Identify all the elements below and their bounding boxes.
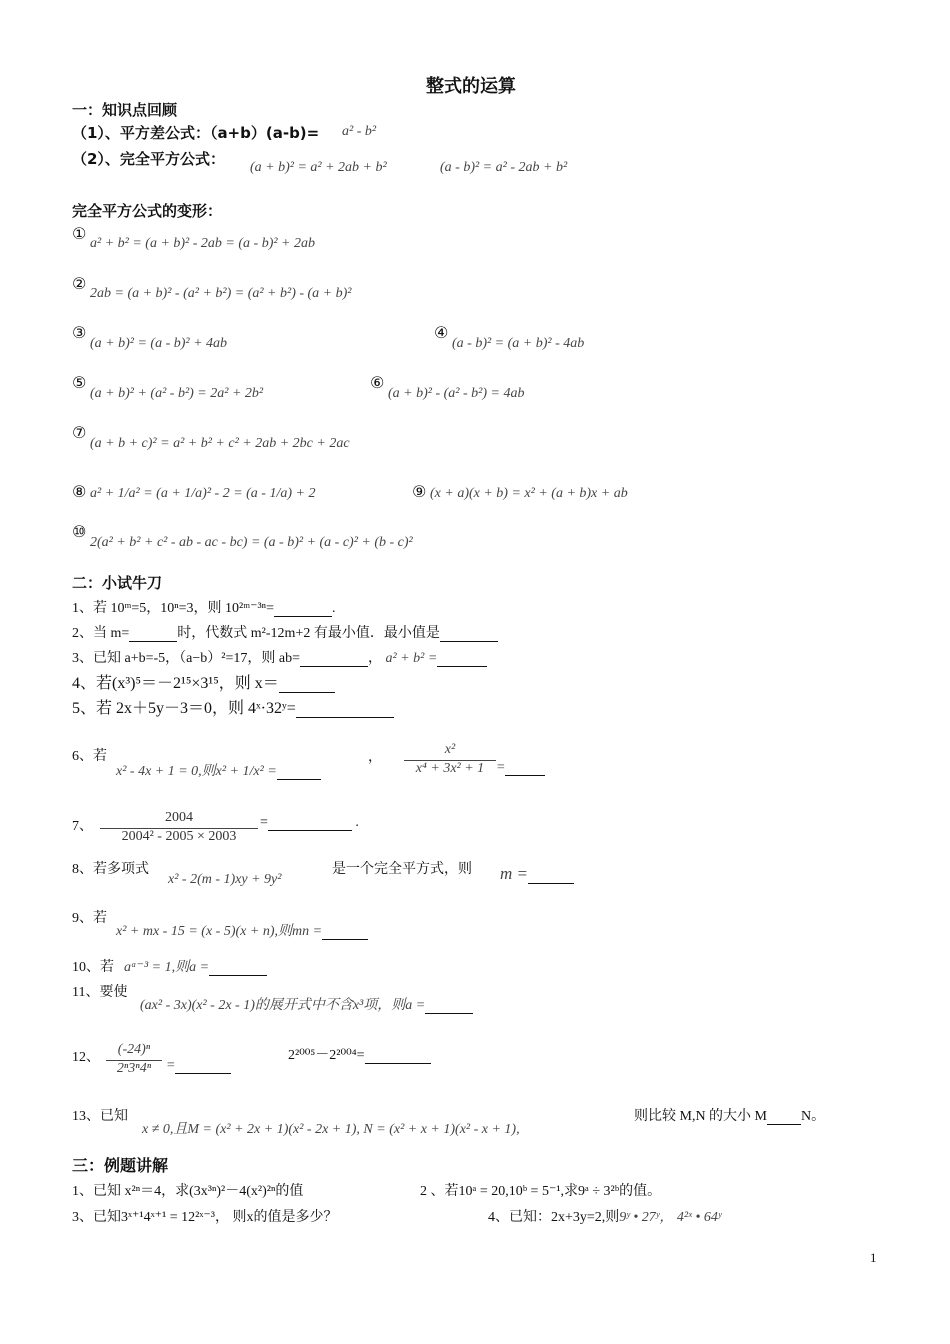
math-expression: 9ʸ • 27ʸ， 4²ˣ • 64ʸ bbox=[619, 1210, 722, 1225]
question-2 bbox=[72, 622, 498, 642]
question-8-var bbox=[500, 864, 574, 884]
question-text: 4、若(x³)⁵＝－2¹⁵×3¹⁵，则 x＝ bbox=[72, 675, 279, 692]
variant-formula: (a - b)² = (a + b)² - 4ab bbox=[452, 336, 585, 351]
fraction-denominator: 2ⁿ3ⁿ4ⁿ bbox=[116, 1061, 152, 1076]
variant-formula: (a + b)² + (a² - b²) = 2a² + 2b² bbox=[90, 386, 264, 401]
example-3: 3、已知3ˣ⁺¹4ˣ⁺¹ = 12²ˣ⁻³， 则x的值是多少？ bbox=[72, 1210, 338, 1225]
question-text: ， bbox=[367, 651, 382, 666]
variant-marker: ② bbox=[72, 274, 87, 293]
math-expression: = bbox=[166, 1058, 176, 1073]
question-6-equals bbox=[496, 760, 545, 776]
variant-formula: 2ab = (a + b)² - (a² + b²) = (a² + b²) - (a + b)² bbox=[90, 286, 352, 301]
math-expression: = bbox=[496, 760, 506, 775]
answer-blank[interactable] bbox=[268, 830, 352, 831]
question-12-label: 12、 bbox=[72, 1050, 100, 1065]
question-text: 则比较 M,N 的大小 M bbox=[634, 1109, 768, 1124]
question-4 bbox=[72, 670, 335, 693]
variant-marker: ⑥ bbox=[370, 373, 385, 392]
answer-blank[interactable] bbox=[365, 1063, 431, 1064]
variant-marker: ⑧ bbox=[72, 482, 87, 501]
question-text: N。 bbox=[801, 1109, 826, 1124]
question-text: 3、已知 a+b=-5，（a−b）²=17，则 ab= bbox=[72, 651, 300, 666]
answer-blank[interactable] bbox=[279, 692, 335, 693]
variant-formula: a² + b² = (a + b)² - 2ab = (a - b)² + 2ab bbox=[90, 236, 315, 251]
question-text: 时，代数式 m²-12m+2 有最小值．最小值是 bbox=[177, 626, 440, 641]
perfect-square-formula-plus: (a + b)² = a² + 2ab + b² bbox=[250, 160, 387, 175]
question-9-label: 9、若 bbox=[72, 911, 107, 926]
question-1 bbox=[72, 597, 335, 617]
question-7-fraction bbox=[100, 810, 258, 845]
variant-marker: ⑤ bbox=[72, 373, 87, 392]
fraction-denominator: 2004² - 2005 × 2003 bbox=[121, 829, 237, 844]
answer-blank[interactable] bbox=[322, 939, 368, 940]
question-11-label: 11、要使 bbox=[72, 985, 128, 1000]
question-3 bbox=[72, 647, 487, 667]
question-13-label: 13、已知 bbox=[72, 1109, 128, 1124]
question-12-equals bbox=[166, 1058, 231, 1074]
variant-formula: 2(a² + b² + c² - ab - ac - bc) = (a - b)² + (a - c)² + (b - c)² bbox=[90, 535, 413, 550]
section1-heading: 一：知识点回顾 bbox=[72, 101, 178, 119]
question-11-expression bbox=[140, 994, 473, 1014]
section3-heading: 三：例题讲解 bbox=[72, 1156, 169, 1175]
question-12-fraction bbox=[106, 1042, 162, 1077]
variant-marker: ⑩ bbox=[72, 522, 87, 541]
variant-marker: ⑨ bbox=[412, 482, 427, 501]
answer-blank[interactable] bbox=[440, 641, 498, 642]
perfect-square-label: （2）、完全平方公式： bbox=[72, 150, 225, 168]
answer-blank[interactable] bbox=[300, 666, 368, 667]
answer-blank[interactable] bbox=[277, 779, 321, 780]
question-text: . bbox=[355, 815, 359, 830]
answer-blank[interactable] bbox=[767, 1124, 801, 1125]
page-number: 1 bbox=[870, 1250, 877, 1265]
fraction-denominator: x⁴ + 3x² + 1 bbox=[415, 761, 485, 776]
variants-heading: 完全平方公式的变形： bbox=[72, 202, 223, 220]
variant-formula: a² + 1/a² = (a + 1/a)² - 2 = (a - 1/a) + 2 bbox=[90, 486, 316, 501]
perfect-square-formula-minus: (a - b)² = a² - 2ab + b² bbox=[440, 160, 568, 175]
question-text: 4、已知：2x+3y=2,则 bbox=[488, 1210, 620, 1225]
question-10-expression bbox=[124, 956, 267, 976]
example-4 bbox=[488, 1206, 721, 1226]
question-text: 2²⁰⁰⁵－2²⁰⁰⁴= bbox=[288, 1048, 365, 1063]
question-6-expression bbox=[116, 760, 321, 780]
question-text: . bbox=[331, 601, 336, 616]
math-expression: (ax² - 3x)(x² - 2x - 1)的展开式中不含x³项，则a = bbox=[140, 998, 426, 1013]
question-12b bbox=[288, 1044, 431, 1064]
variant-formula: (a + b)² = (a - b)² + 4ab bbox=[90, 336, 228, 351]
answer-blank[interactable] bbox=[209, 975, 267, 976]
math-expression: = bbox=[260, 815, 268, 830]
question-text: 2、当 m= bbox=[72, 626, 130, 641]
page-title: 整式的运算 bbox=[426, 76, 516, 97]
variant-formula: (a + b)² - (a² - b²) = 4ab bbox=[388, 386, 525, 401]
fraction-numerator: (-24)ⁿ bbox=[106, 1042, 162, 1061]
answer-blank[interactable] bbox=[528, 883, 574, 884]
fraction-numerator: x² bbox=[404, 742, 496, 761]
question-5 bbox=[72, 695, 394, 718]
question-6-label: 6、若 bbox=[72, 749, 107, 764]
math-expression: x² - 4x + 1 = 0,则x² + 1/x² = bbox=[116, 764, 277, 779]
question-8-label: 8、若多项式 bbox=[72, 862, 149, 877]
answer-blank[interactable] bbox=[274, 616, 332, 617]
difference-of-squares-label: （1）、平方差公式：（a+b）(a-b)= bbox=[72, 124, 320, 142]
question-13-expression: x ≠ 0,且M = (x² + 2x + 1)(x² - 2x + 1), N = (x² + x + 1)(x² - x + 1), bbox=[142, 1122, 520, 1137]
variant-formula: (a + b + c)² = a² + b² + c² + 2ab + 2bc + 2ac bbox=[90, 436, 350, 451]
answer-blank[interactable] bbox=[425, 1013, 473, 1014]
question-10-label: 10、若 bbox=[72, 960, 114, 975]
answer-blank[interactable] bbox=[505, 775, 545, 776]
difference-of-squares-formula: a² - b² bbox=[342, 124, 377, 139]
example-1: 1、已知 x²ⁿ＝4，求(3x³ⁿ)²－4(x²)²ⁿ的值 bbox=[72, 1184, 304, 1199]
section2-heading: 二：小试牛刀 bbox=[72, 574, 163, 592]
math-expression: x² + mx - 15 = (x - 5)(x + n),则mn = bbox=[116, 924, 323, 939]
variant-formula: (x + a)(x + b) = x² + (a + b)x + ab bbox=[430, 486, 628, 501]
math-expression: aᵃ⁻³ = 1,则a = bbox=[124, 960, 210, 975]
math-expression: m = bbox=[500, 864, 528, 883]
example-2: 2 、若10ᵃ = 20,10ᵇ = 5⁻¹,求9ᵃ ÷ 3²ᵇ的值。 bbox=[420, 1184, 662, 1199]
answer-blank[interactable] bbox=[296, 717, 394, 718]
question-8-expression: x² - 2(m - 1)xy + 9y² bbox=[168, 872, 282, 887]
question-8-mid: 是一个完全平方式，则 bbox=[332, 862, 472, 877]
answer-blank[interactable] bbox=[129, 641, 177, 642]
variant-marker: ① bbox=[72, 224, 87, 243]
variant-marker: ⑦ bbox=[72, 423, 87, 442]
answer-blank[interactable] bbox=[175, 1073, 231, 1074]
question-7-equals bbox=[260, 815, 359, 831]
question-text: 1、若 10ᵐ=5，10ⁿ=3，则 10²ᵐ⁻³ⁿ= bbox=[72, 601, 274, 616]
question-7-label: 7、 bbox=[72, 819, 93, 834]
fraction-numerator: 2004 bbox=[100, 810, 258, 829]
answer-blank[interactable] bbox=[437, 666, 487, 667]
question-6-separator: ， bbox=[368, 750, 382, 765]
math-expression: a² + b² = bbox=[385, 651, 438, 666]
question-text: 5、若 2x＋5y－3＝0，则 4ˣ·32ʸ= bbox=[72, 700, 296, 717]
question-9-expression bbox=[116, 920, 368, 940]
question-13-end bbox=[634, 1105, 825, 1125]
question-6-fraction bbox=[404, 742, 496, 777]
variant-marker: ③ bbox=[72, 323, 87, 342]
variant-marker: ④ bbox=[434, 323, 449, 342]
